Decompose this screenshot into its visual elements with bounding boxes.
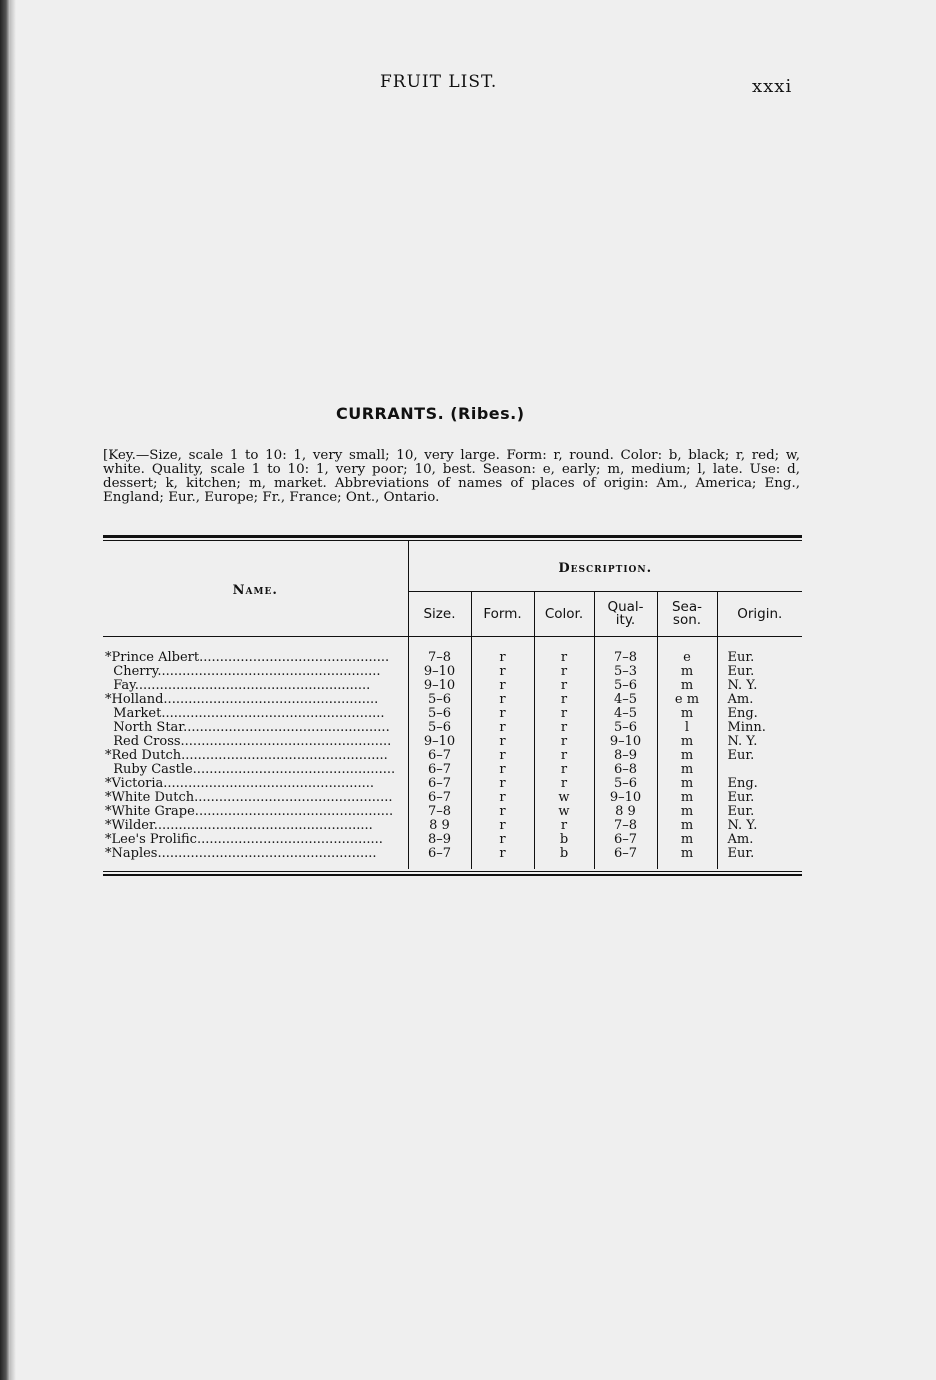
table-bottom-rule-thick xyxy=(103,874,802,876)
cell-size: 7–8 xyxy=(408,637,471,666)
cell-quality: 6–7 xyxy=(594,833,657,847)
cell-name: *Wilder..................................................... xyxy=(105,819,373,833)
cell-quality: 7–8 xyxy=(594,819,657,833)
table-body xyxy=(103,637,802,870)
cell-season: m xyxy=(657,777,717,791)
cell-origin: N. Y. xyxy=(717,819,802,833)
column-header-origin: Origin. xyxy=(717,592,802,637)
cell-color: r xyxy=(534,693,594,707)
cell-origin: Eur. xyxy=(717,665,802,679)
cell-origin: Eur. xyxy=(717,791,802,805)
table-row xyxy=(103,819,802,833)
cell-color: w xyxy=(534,805,594,819)
table-row xyxy=(103,637,802,666)
column-header-quality: Qual- ity. xyxy=(594,592,657,637)
cell-name: Fay......................................................... xyxy=(105,679,371,693)
cell-form: r xyxy=(471,819,534,833)
cell-form: r xyxy=(471,735,534,749)
cell-color: r xyxy=(534,763,594,777)
description-header-label: Description. xyxy=(558,560,653,576)
table-row xyxy=(103,721,802,735)
cell-season: m xyxy=(657,679,717,693)
cell-form: r xyxy=(471,777,534,791)
table-bottom-rule xyxy=(103,871,802,872)
table-row xyxy=(103,735,802,749)
column-header-form: Form. xyxy=(471,592,534,637)
cell-form: r xyxy=(471,707,534,721)
column-header-size: Size. xyxy=(408,592,471,637)
cell-name: *Lee's Prolific............................................. xyxy=(105,833,383,847)
cell-origin: Minn. xyxy=(717,721,802,735)
cell-name: *Victoria................................................... xyxy=(105,777,375,791)
table-row xyxy=(103,805,802,819)
cell-season: m xyxy=(657,805,717,819)
cell-season: m xyxy=(657,763,717,777)
cell-name: Ruby Castle................................................. xyxy=(105,763,396,777)
cell-form: r xyxy=(471,805,534,819)
cell-size: 9–10 xyxy=(408,735,471,749)
description-group-header xyxy=(408,541,802,592)
cell-quality: 5–3 xyxy=(594,665,657,679)
cell-form: r xyxy=(471,721,534,735)
cell-form: r xyxy=(471,749,534,763)
cell-form: r xyxy=(471,833,534,847)
cell-season: m xyxy=(657,833,717,847)
cell-quality: 8–9 xyxy=(594,749,657,763)
cell-name: *Prince Albert.............................................. xyxy=(105,650,390,665)
table-row xyxy=(103,833,802,847)
cell-color: r xyxy=(534,749,594,763)
cell-size: 6–7 xyxy=(408,777,471,791)
table-row xyxy=(103,707,802,721)
cell-origin: Eng. xyxy=(717,777,802,791)
cell-size: 6–7 xyxy=(408,847,471,869)
cell-season: e m xyxy=(657,693,717,707)
table-row xyxy=(103,679,802,693)
cell-form: r xyxy=(471,679,534,693)
cell-form: r xyxy=(471,665,534,679)
cell-size: 5–6 xyxy=(408,693,471,707)
cell-form: r xyxy=(471,847,534,869)
cell-color: r xyxy=(534,665,594,679)
table-top-rule xyxy=(103,535,802,538)
cell-origin: Eng. xyxy=(717,707,802,721)
cell-name: Red Cross................................................... xyxy=(105,735,392,749)
name-header-label: Name. xyxy=(232,583,278,598)
cell-quality: 6–7 xyxy=(594,847,657,869)
cell-quality: 4–5 xyxy=(594,693,657,707)
cell-form: r xyxy=(471,637,534,666)
cell-size: 6–7 xyxy=(408,791,471,805)
table-row xyxy=(103,847,802,869)
cell-quality: 5–6 xyxy=(594,777,657,791)
running-title: FRUIT LIST. xyxy=(380,72,498,92)
cell-size: 8 9 xyxy=(408,819,471,833)
table-row xyxy=(103,777,802,791)
cell-name: *White Dutch................................................ xyxy=(105,791,393,805)
currants-table xyxy=(103,541,802,869)
cell-form: r xyxy=(471,791,534,805)
cell-origin: N. Y. xyxy=(717,679,802,693)
key-paragraph: [Key.—Size, scale 1 to 10: 1, very small; 10, very large. Form: r, round. Color: b, black; r, red; w, white. Quality, scale 1 to 10: 1, very poor; 10, best. Season: e, early; m, medium; l, late. Use: d, dessert; k, kitchen; m, market. Abbreviations of names of places of origin: Am., America; Eng., England; Eur., Europe; Fr., France; Ont., Ontario. xyxy=(103,448,800,505)
cell-origin: Eur. xyxy=(717,847,802,869)
column-header-color: Color. xyxy=(534,592,594,637)
cell-size: 9–10 xyxy=(408,665,471,679)
section-title: CURRANTS. (Ribes.) xyxy=(336,404,525,423)
cell-origin: N. Y. xyxy=(717,735,802,749)
cell-color: b xyxy=(534,833,594,847)
cell-form: r xyxy=(471,763,534,777)
cell-name: North Star.................................................. xyxy=(105,721,390,735)
cell-color: r xyxy=(534,819,594,833)
cell-quality: 5–6 xyxy=(594,721,657,735)
cell-season: m xyxy=(657,819,717,833)
cell-season: m xyxy=(657,847,717,869)
page-number: xxxi xyxy=(752,76,793,97)
cell-color: b xyxy=(534,847,594,869)
cell-quality: 6–8 xyxy=(594,763,657,777)
table-row xyxy=(103,693,802,707)
cell-season: m xyxy=(657,749,717,763)
cell-size: 8–9 xyxy=(408,833,471,847)
cell-size: 9–10 xyxy=(408,679,471,693)
page-edge-gradient xyxy=(10,0,16,1380)
currants-table-wrap xyxy=(103,535,802,876)
name-column-header xyxy=(103,541,408,637)
cell-quality: 5–6 xyxy=(594,679,657,693)
cell-origin: Am. xyxy=(717,833,802,847)
cell-quality: 9–10 xyxy=(594,791,657,805)
cell-quality: 4–5 xyxy=(594,707,657,721)
table-row xyxy=(103,763,802,777)
cell-color: r xyxy=(534,679,594,693)
cell-size: 6–7 xyxy=(408,763,471,777)
cell-size: 6–7 xyxy=(408,749,471,763)
cell-season: m xyxy=(657,665,717,679)
cell-season: l xyxy=(657,721,717,735)
column-header-season: Sea- son. xyxy=(657,592,717,637)
cell-season: m xyxy=(657,735,717,749)
cell-origin: Am. xyxy=(717,693,802,707)
cell-quality: 9–10 xyxy=(594,735,657,749)
page-edge-shadow xyxy=(0,0,10,1380)
cell-name: *Holland.................................................... xyxy=(105,693,379,707)
cell-quality: 8 9 xyxy=(594,805,657,819)
cell-color: r xyxy=(534,707,594,721)
cell-name: *White Grape................................................ xyxy=(105,805,394,819)
cell-form: r xyxy=(471,693,534,707)
cell-origin: Eur. xyxy=(717,805,802,819)
cell-quality: 7–8 xyxy=(594,637,657,666)
cell-season: m xyxy=(657,791,717,805)
cell-origin: Eur. xyxy=(717,637,802,666)
cell-name: Market...................................................... xyxy=(105,707,385,721)
cell-origin: Eur. xyxy=(717,749,802,763)
cell-season: e xyxy=(657,637,717,666)
table-row xyxy=(103,749,802,763)
cell-season: m xyxy=(657,707,717,721)
cell-color: r xyxy=(534,721,594,735)
cell-color: r xyxy=(534,735,594,749)
table-row xyxy=(103,665,802,679)
table-row xyxy=(103,791,802,805)
cell-name: *Red Dutch.................................................. xyxy=(105,749,388,763)
cell-size: 5–6 xyxy=(408,721,471,735)
cell-color: r xyxy=(534,777,594,791)
cell-color: r xyxy=(534,637,594,666)
cell-name: *Naples..................................................... xyxy=(105,847,377,861)
cell-size: 5–6 xyxy=(408,707,471,721)
cell-origin xyxy=(717,763,802,777)
cell-color: w xyxy=(534,791,594,805)
running-head xyxy=(0,72,936,96)
cell-name: Cherry...................................................... xyxy=(105,665,381,679)
cell-size: 7–8 xyxy=(408,805,471,819)
